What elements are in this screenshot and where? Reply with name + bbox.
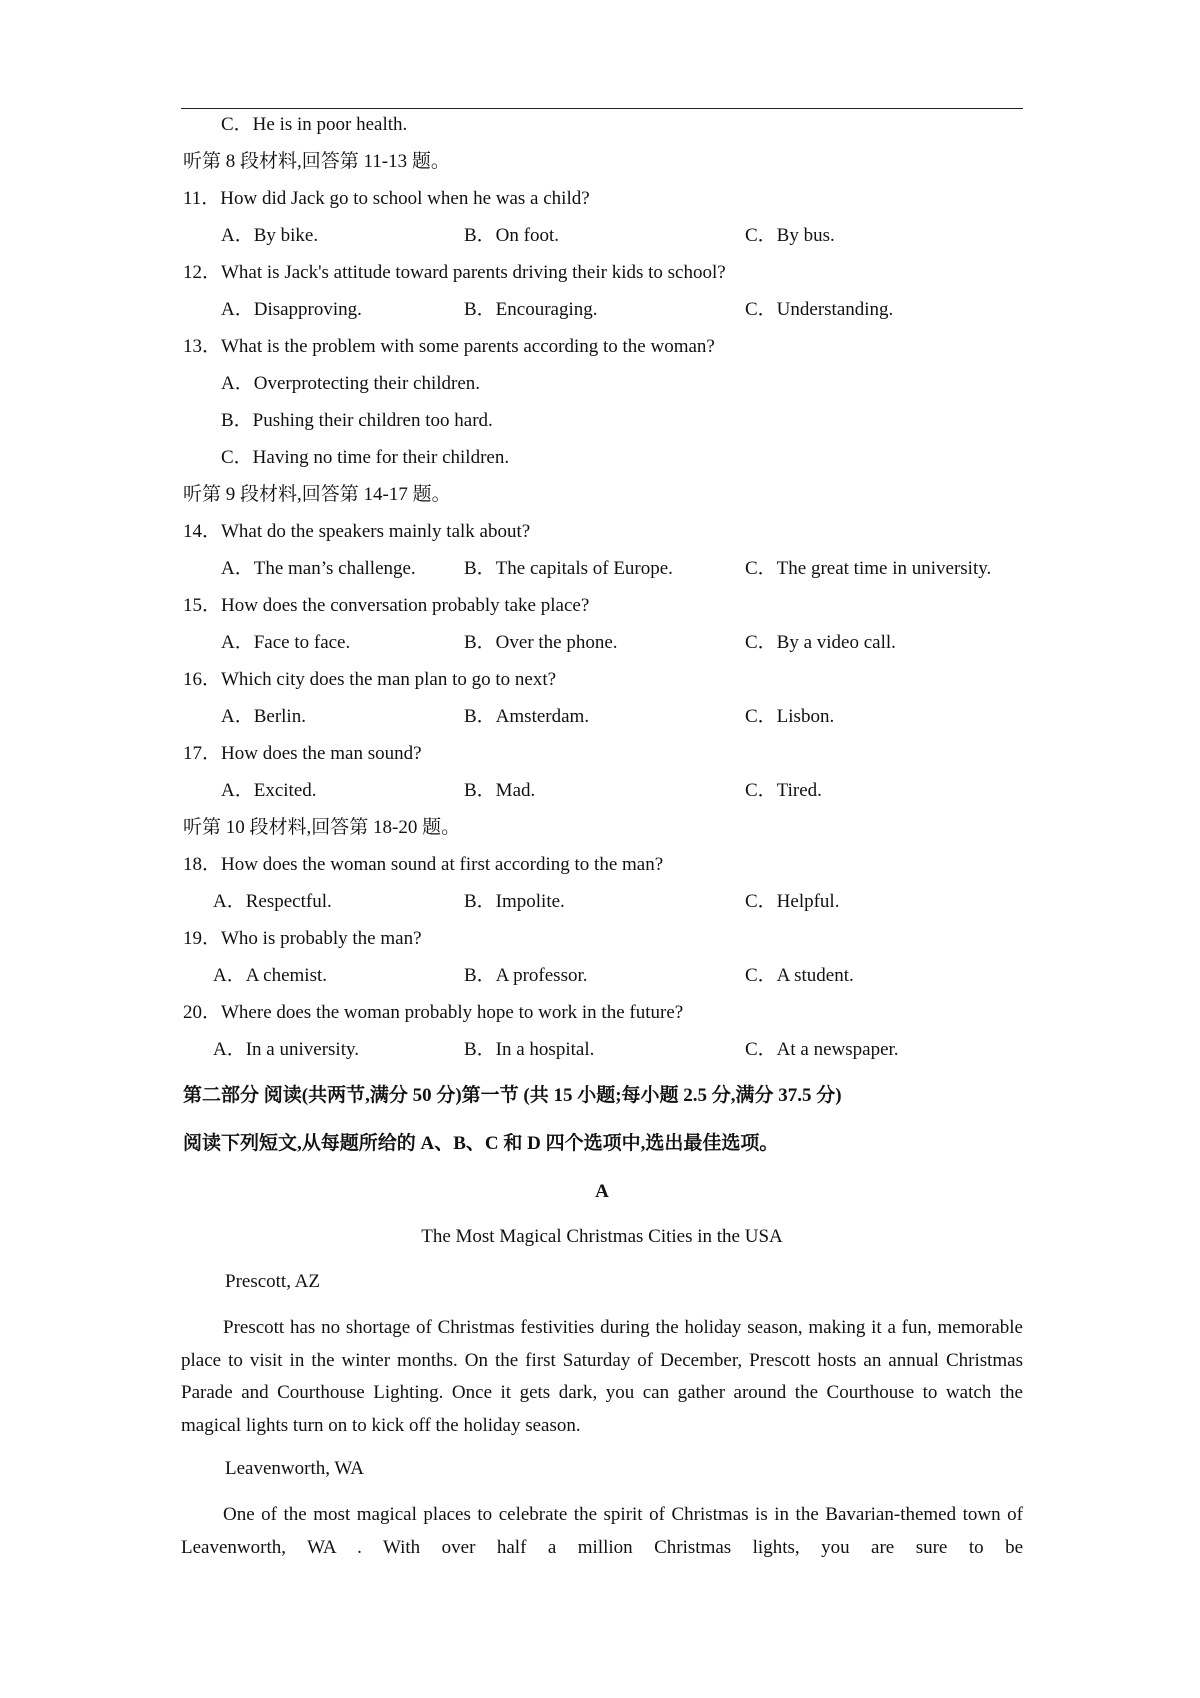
section10-header: 听第 10 段材料,回答第 18-20 题。 <box>183 817 461 838</box>
q11-stem: 11．How did Jack go to school when he was a child? <box>183 188 590 209</box>
q14-option-a: A．The man’s challenge. <box>221 558 416 579</box>
q15-option-c: C．By a video call. <box>745 632 896 653</box>
q15-option-a: A．Face to face. <box>221 632 351 653</box>
q20-option-b: B．In a hospital. <box>464 1039 595 1060</box>
q16-option-c: C．Lisbon. <box>745 706 835 727</box>
q12-option-b: B．Encouraging. <box>464 299 598 320</box>
q20-stem: 20．Where does the woman probably hope to work in the future? <box>183 1002 684 1023</box>
q18-option-a: A．Respectful. <box>213 891 332 912</box>
q13-option-b: B．Pushing their children too hard. <box>221 410 493 431</box>
q12-stem: 12．What is Jack's attitude toward parents driving their kids to school? <box>183 262 726 283</box>
city2-heading: Leavenworth, WA <box>225 1458 364 1479</box>
q20-option-c: C．At a newspaper. <box>745 1039 899 1060</box>
q17-option-b: B．Mad. <box>464 780 536 801</box>
q14-stem: 14．What do the speakers mainly talk about? <box>183 521 531 542</box>
q17-option-a: A．Excited. <box>221 780 317 801</box>
q12-option-a: A．Disapproving. <box>221 299 362 320</box>
city1-paragraph-text: Prescott has no shortage of Christmas festivities during the holiday season, making it a fun, memorable place to visit in the winter months. On the first Saturday of December, Prescott hosts an annual Christmas Parade and Courthouse Lighting. Once it gets dark, you can gather around the Courthouse to watch the magical lights turn on to kick off the holiday season. <box>181 1317 1023 1436</box>
header-rule <box>181 108 1023 109</box>
city1-heading: Prescott, AZ <box>225 1271 320 1292</box>
q13-stem: 13．What is the problem with some parents according to the woman? <box>183 336 715 357</box>
q18-stem: 18．How does the woman sound at first according to the man? <box>183 854 664 875</box>
q10-option-c: C．He is in poor health. <box>221 114 408 135</box>
q13-option-a: A．Overprotecting their children. <box>221 373 481 394</box>
q13-option-c: C．Having no time for their children. <box>221 447 510 468</box>
section9-header: 听第 9 段材料,回答第 14-17 题。 <box>183 484 451 505</box>
q19-stem: 19．Who is probably the man? <box>183 928 422 949</box>
q15-stem: 15．How does the conversation probably take place? <box>183 595 590 616</box>
q19-option-b: B．A professor. <box>464 965 588 986</box>
q17-option-c: C．Tired. <box>745 780 822 801</box>
section8-header: 听第 8 段材料,回答第 11-13 题。 <box>183 151 450 172</box>
q19-option-a: A．A chemist. <box>213 965 327 986</box>
q12-option-c: C．Understanding. <box>745 299 894 320</box>
reading-part-header: 第二部分 阅读(共两节,满分 50 分)第一节 (共 15 小题;每小题 2.5 分,满分 37.5 分) <box>183 1085 842 1106</box>
q15-option-b: B．Over the phone. <box>464 632 618 653</box>
passage-title: The Most Magical Christmas Cities in the USA <box>421 1226 783 1247</box>
passage-label: A <box>595 1181 609 1202</box>
q17-stem: 17．How does the man sound? <box>183 743 422 764</box>
q11-option-b: B．On foot. <box>464 225 560 246</box>
q18-option-c: C．Helpful. <box>745 891 840 912</box>
q14-option-c: C．The great time in university. <box>745 558 992 579</box>
city1-paragraph <box>181 1312 1023 1442</box>
q19-option-c: C．A student. <box>745 965 854 986</box>
q14-option-b: B．The capitals of Europe. <box>464 558 673 579</box>
city2-paragraph-text: One of the most magical places to celebrate the spirit of Christmas is in the Bavarian-themed town of Leavenworth, WA . With over half a million Christmas lights, you are sure to be <box>181 1504 1023 1558</box>
q18-option-b: B．Impolite. <box>464 891 565 912</box>
q20-option-a: A．In a university. <box>213 1039 359 1060</box>
q11-option-a: A．By bike. <box>221 225 319 246</box>
q16-option-b: B．Amsterdam. <box>464 706 590 727</box>
reading-instructions: 阅读下列短文,从每题所给的 A、B、C 和 D 四个选项中,选出最佳选项。 <box>183 1133 779 1154</box>
city2-paragraph <box>181 1499 1023 1564</box>
q16-stem: 16．Which city does the man plan to go to next? <box>183 669 557 690</box>
q11-option-c: C．By bus. <box>745 225 835 246</box>
q16-option-a: A．Berlin. <box>221 706 306 727</box>
